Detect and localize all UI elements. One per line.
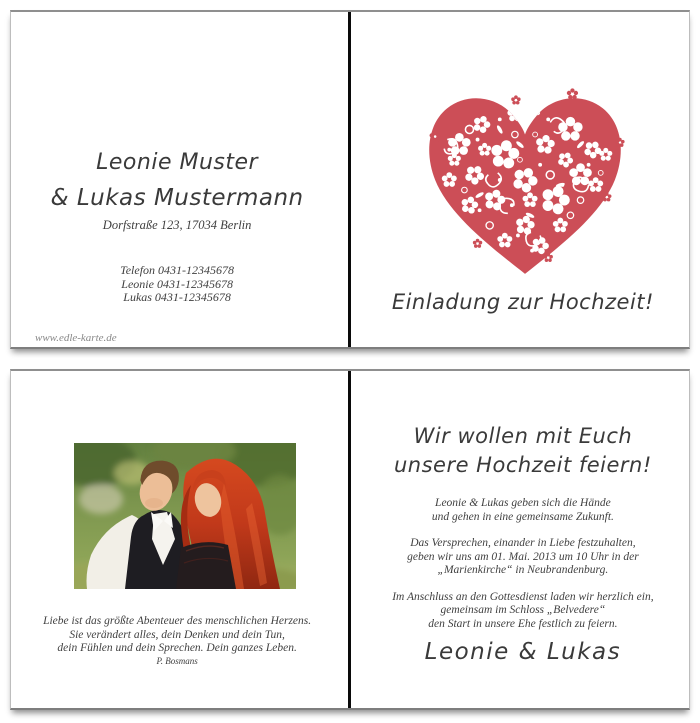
quote-line: Liebe ist das größte Abenteuer des menschlichen Herzens. [43,615,312,627]
phone-line: Leonie 0431-12345678 [121,276,233,291]
quote-line: dein Fühlen und dein Sprechen. Dein ganzes Leben. [57,642,297,654]
top-card-back-page [11,12,343,347]
bottom-card-spread [10,369,690,710]
top-card-front-page [357,12,689,347]
quote-line: Sie verändert alles, dein Denken und dein Tun, [69,628,285,641]
invitation-headline: Einladung zur Hochzeit! [391,290,654,314]
couple-photo-image [74,443,296,589]
quote-attribution: P. Bosmans [156,656,198,666]
phone-line: Telefon 0431-12345678 [120,263,235,277]
phone-line: Lukas 0431-12345678 [123,290,231,304]
love-quote [11,615,343,656]
paragraph-ceremony: Das Versprechen, einander in Liebe festzuhalten, geben wir uns am 01. Mai. 2013 um 10 Uhr in der „Marienkirche“ in Neubrandenburg. [407,537,639,576]
website-url: www.edle-karte.de [35,332,117,344]
couple-name-line2: & Lukas Mustermann [50,185,304,211]
floral-heart-icon [419,84,631,286]
floral-heart-graphic [419,84,631,286]
fold-line [348,12,351,347]
bottom-card-left-page [11,371,343,708]
address-line: Dorfstraße 123, 17034 Berlin [102,218,252,232]
couple-name-line1: Leonie Muster [96,150,259,175]
fold-line [348,371,351,708]
invitation-body-text [357,497,689,644]
bottom-card-right-page [357,371,689,708]
wish-headline-line2: unsere Hochzeit feiern! [393,453,652,477]
wish-headline-line1: Wir wollen mit Euch [413,424,633,448]
top-card-spread [10,10,690,349]
paragraph-hands: Leonie & Lukas geben sich die Hände und gehen in eine gemeinsame Zukunft. [431,497,614,523]
couple-photo [74,443,296,589]
paragraph-reception: Im Anschluss an den Gottesdienst laden wir herzlich ein, gemeinsam im Schloss „Belvedere“ den Start in unsere Ehe festlich zu feiern. [392,590,654,630]
couple-signature: Leonie & Lukas [424,639,622,665]
phone-list [11,264,343,305]
